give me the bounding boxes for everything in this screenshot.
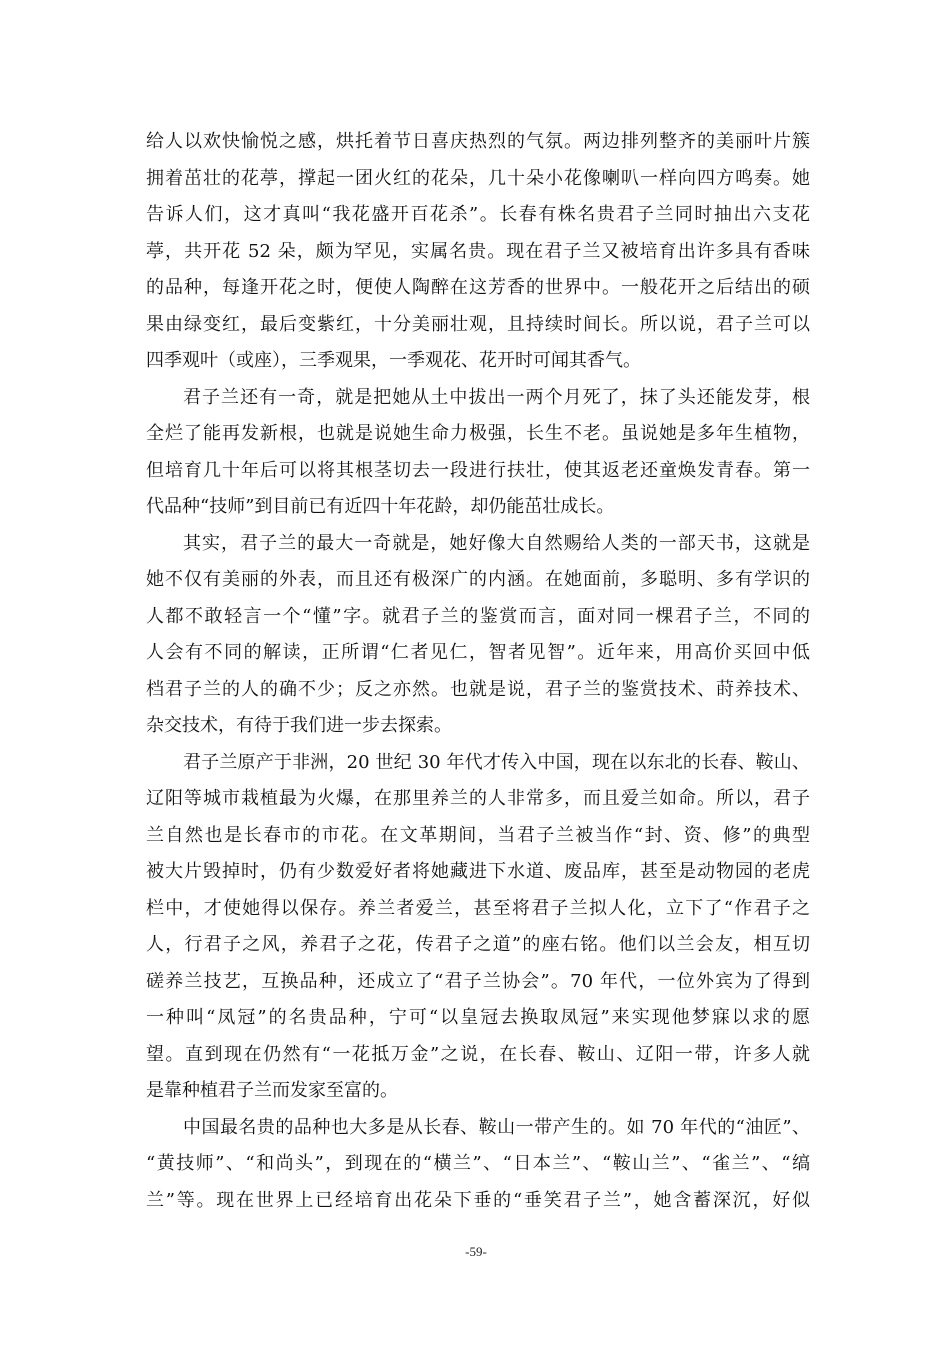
text-line: 人都不敢轻言一个“懂”字。就君子兰的鉴赏而言，面对同一棵君子兰，不同的: [146, 605, 810, 627]
text-line: 人会有不同的解读，正所谓“仁者见仁，智者见智”。近年来，用高价买回中低: [146, 642, 810, 663]
body-text: [146, 124, 810, 1219]
text-line: 辽阳等城市栽植最为火爆，在那里养兰的人非常多，而且爱兰如命。所以，君子: [146, 788, 810, 809]
text-line: 兰自然也是长春市的市花。在文革期间，当君子兰被当作“封、资、修”的典型: [146, 824, 810, 846]
text-line: 全烂了能再发新根，也就是说她生命力极强，长生不老。虽说她是多年生植物，: [146, 423, 810, 444]
page-number: -59-: [465, 1244, 487, 1259]
text-line: 葶，共开花 52 朵，颇为罕见，实属名贵。现在君子兰又被培育出许多具有香味: [146, 240, 810, 262]
text-line: 的品种，每逢开花之时，便使人陶醉在这芳香的世界中。一般花开之后结出的硕: [146, 277, 810, 298]
text-line: “黄技师”、“和尚头”，到现在的“横兰”、“日本兰”、“鞍山兰”、“雀兰”、“缟: [146, 1153, 810, 1174]
text-line: 拥着茁壮的花葶，撑起一团火红的花朵，几十朵小花像喇叭一样向四方鸣奏。她: [146, 167, 810, 189]
paragraph-2: [146, 380, 810, 526]
paragraph-5: [146, 1110, 810, 1220]
paragraph-4: [146, 745, 810, 1110]
text-line: 但培育几十年后可以将其根茎切去一段进行扶壮，使其返老还童焕发青春。第一: [146, 459, 810, 481]
text-line: 代品种“技师”到目前已有近四十年花龄，却仍能茁壮成长。: [146, 496, 615, 517]
text-line: 望。直到现在仍然有“一花抵万金”之说，在长春、鞍山、辽阳一带，许多人就: [146, 1043, 810, 1065]
text-line: 告诉人们，这才真叫“我花盛开百花杀”。长春有株名贵君子兰同时抽出六支花: [146, 204, 810, 225]
text-line: 其实，君子兰的最大一奇就是，她好像大自然赐给人类的一部天书，这就是: [183, 532, 810, 554]
text-line: 君子兰原产于非洲，20 世纪 30 年代才传入中国，现在以东北的长春、鞍山、: [183, 751, 810, 773]
text-line: 四季观叶（或座），三季观果，一季观花、花开时可闻其香气。: [146, 350, 641, 371]
text-line: 人，行君子之风，养君子之花，传君子之道”的座右铭。他们以兰会友，相互切: [146, 934, 810, 955]
text-line: 磋养兰技艺，互换品种，还成立了“君子兰协会”。70 年代，一位外宾为了得到: [146, 970, 810, 992]
text-line: 栏中，才使她得以保存。养兰者爱兰，甚至将君子兰拟人化，立下了“作君子之: [146, 897, 810, 919]
text-line: 被大片毁掉时，仍有少数爱好者将她藏进下水道、废品库，甚至是动物园的老虎: [146, 861, 810, 882]
text-line: 果由绿变红，最后变紫红，十分美丽壮观，且持续时间长。所以说，君子兰可以: [146, 313, 810, 335]
paragraph-1: [146, 124, 810, 380]
text-line: 中国最名贵的品种也大多是从长春、鞍山一带产生的。如 70 年代的“油匠”、: [183, 1116, 810, 1138]
text-line: 君子兰还有一奇，就是把她从土中拔出一两个月死了，抹了头还能发芽，根: [183, 386, 810, 408]
text-line: 杂交技术，有待于我们进一步去探索。: [146, 715, 452, 736]
text-line: 是靠种植君子兰而发家至富的。: [146, 1080, 398, 1101]
text-line: 一种叫“凤冠”的名贵品种，宁可“以皇冠去换取凤冠”来实现他梦寐以求的愿: [146, 1007, 810, 1028]
paragraph-3: [146, 526, 810, 745]
text-line: 她不仅有美丽的外表，而且还有极深广的内涵。在她面前，多聪明、多有学识的: [146, 569, 810, 590]
text-line: 兰”等。现在世界上已经培育出花朵下垂的“垂笑君子兰”，她含蓄深沉，好似: [146, 1189, 810, 1211]
text-line: 给人以欢快愉悦之感，烘托着节日喜庆热烈的气氛。两边排列整齐的美丽叶片簇: [146, 131, 810, 152]
text-line: 档君子兰的人的确不少；反之亦然。也就是说，君子兰的鉴赏技术、莳养技术、: [146, 678, 810, 700]
